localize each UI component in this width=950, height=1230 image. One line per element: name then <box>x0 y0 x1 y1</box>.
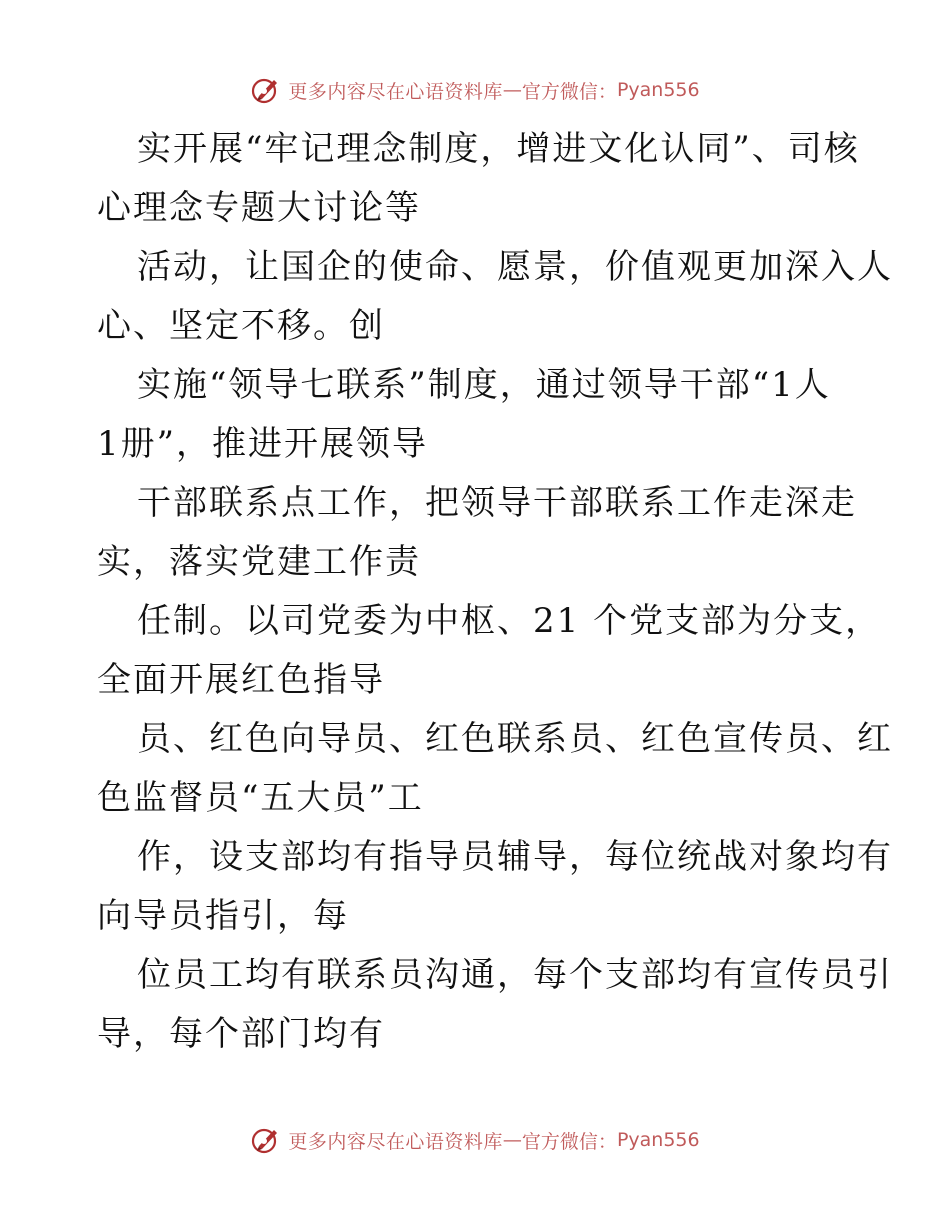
header-banner <box>0 70 950 110</box>
footer-banner <box>0 1120 950 1160</box>
body-line: 干部联系点工作，把领导干部联系工作走深走 <box>137 483 857 523</box>
document-body <box>97 120 893 1064</box>
body-line: 作，设支部均有指导员辅导，每位统战对象均有 <box>137 837 893 877</box>
body-line: 实，落实党建工作责 <box>97 542 421 582</box>
banner-label: 官方微信： <box>521 1130 617 1153</box>
pen-logo-icon <box>250 1124 282 1156</box>
banner-separator: — <box>502 79 522 101</box>
body-line: 位员工均有联系员沟通，每个支部均有宣传员引 <box>137 955 893 995</box>
body-line: 1册”，推进开展领导 <box>97 424 429 464</box>
body-line: 色监督员“五大员”工 <box>97 778 424 818</box>
body-line: 心理念专题大讨论等 <box>97 188 421 228</box>
body-line: 任制。以司党委为中枢、21 个党支部为分支， <box>137 601 882 641</box>
body-line: 实开展“牢记理念制度，增进文化认同”、司核 <box>137 129 860 169</box>
body-line: 心、坚定不移。创 <box>97 306 385 346</box>
body-line: 向导员指引，每 <box>97 896 349 936</box>
banner-wechat-id: Pyan556 <box>616 79 700 101</box>
body-line: 实施“领导七联系”制度，通过领导干部“1人 <box>137 365 831 405</box>
banner-text: 更多内容尽在心语资料库 <box>288 80 503 103</box>
banner-wechat-id: Pyan556 <box>616 1129 700 1151</box>
banner-text: 更多内容尽在心语资料库 <box>288 1130 503 1153</box>
body-line: 导，每个部门均有 <box>97 1014 385 1054</box>
body-line: 全面开展红色指导 <box>97 660 385 700</box>
pen-logo-icon <box>250 74 282 106</box>
body-line: 活动，让国企的使命、愿景，价值观更加深入人 <box>137 247 893 287</box>
body-line: 员、红色向导员、红色联系员、红色宣传员、红 <box>137 719 893 759</box>
banner-separator: — <box>502 1129 522 1151</box>
banner-label: 官方微信： <box>521 80 617 103</box>
